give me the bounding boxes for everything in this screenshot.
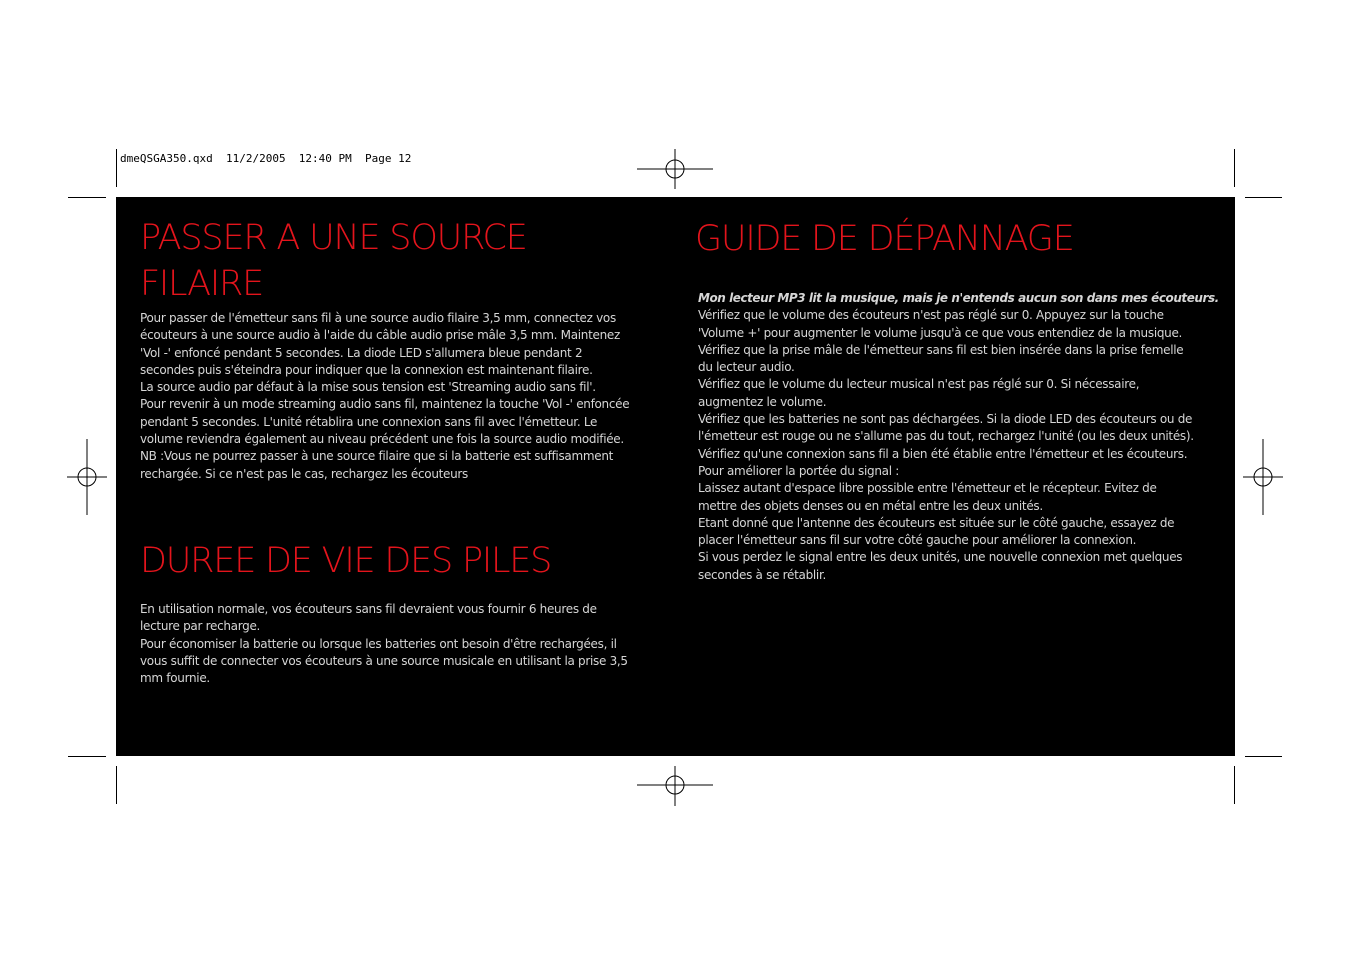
battery-life-body <box>140 601 670 687</box>
registration-mark-right-icon <box>1243 437 1283 517</box>
crop-mark <box>1234 766 1235 804</box>
text-line: 'Volume +' pour augmenter le volume jusqu'à ce que vous entendiez de la musique. <box>698 325 1183 340</box>
wired-source-body <box>140 310 670 483</box>
crop-mark <box>68 756 106 757</box>
left-page-panel <box>116 197 676 756</box>
text-line: Etant donné que l'antenne des écouteurs est située sur le côté gauche, essayez de <box>698 515 1175 530</box>
text-line: lecture par recharge. <box>140 619 261 634</box>
section-title-troubleshooting: GUIDE DE DÉPANNAGE <box>695 219 1074 259</box>
crop-mark <box>116 149 117 187</box>
text-line: Vérifiez qu'une connexion sans fil a bien été établie entre l'émetteur et les écouteurs. <box>698 446 1188 461</box>
right-page-panel <box>676 197 1235 756</box>
text-line: Vérifiez que les batteries ne sont pas déchargées. Si la diode LED des écouteurs ou de <box>698 412 1193 427</box>
troubleshooting-answers <box>698 307 1228 584</box>
crop-mark <box>1234 149 1235 187</box>
text-line: pendant 5 secondes. L'unité rétablira une connexion sans fil avec l'émetteur. Le <box>140 414 598 429</box>
text-line: vous suffit de connecter vos écouteurs à une source musicale en utilisant la prise 3,5 <box>140 653 628 668</box>
text-line: Pour passer de l'émetteur sans fil à une source audio filaire 3,5 mm, connectez vos <box>140 311 616 325</box>
text-line: mm fournie. <box>140 671 210 686</box>
crop-mark <box>68 197 106 198</box>
text-line: volume reviendra également au niveau précédent une fois la source audio modifiée. <box>140 432 624 447</box>
title-line: PASSER A UNE SOURCE <box>140 218 527 258</box>
text-line: Pour améliorer la portée du signal : <box>698 463 900 478</box>
text-line: rechargée. Si ce n'est pas le cas, rechargez les écouteurs <box>140 466 468 481</box>
registration-mark-top-icon <box>635 149 715 189</box>
text-line: Laissez autant d'espace libre possible entre l'émetteur et le récepteur. Evitez de <box>698 481 1157 496</box>
text-line: écouteurs à une source audio à l'aide du câble audio prise mâle 3,5 mm. Maintenez <box>140 328 620 343</box>
text-line: secondes à se rétablir. <box>698 567 827 582</box>
crop-mark <box>1245 197 1282 198</box>
troubleshooting-body <box>698 290 1228 584</box>
text-line: placer l'émetteur sans fil sur votre côté gauche pour améliorer la connexion. <box>698 533 1137 548</box>
title-line: FILAIRE <box>140 264 264 304</box>
text-line: l'émetteur est rouge ou ne s'allume pas du tout, rechargez l'unité (ou les deux unités). <box>698 429 1194 444</box>
text-line: mettre des objets denses ou en métal entre les deux unités. <box>698 498 1043 513</box>
crop-mark <box>116 766 117 804</box>
section-title-battery-life: DUREE DE VIE DES PILES <box>140 541 552 581</box>
troubleshooting-question: Mon lecteur MP3 lit la musique, mais je n'entends aucun son dans mes écouteurs. <box>698 291 1219 305</box>
text-line: augmentez le volume. <box>698 394 827 409</box>
text-line: Vérifiez que le volume du lecteur musical n'est pas réglé sur 0. Si nécessaire, <box>698 377 1140 392</box>
registration-mark-bottom-icon <box>635 766 715 806</box>
text-line: 'Vol -' enfoncé pendant 5 secondes. La diode LED s'allumera bleue pendant 2 <box>140 345 583 360</box>
crop-mark <box>1245 756 1282 757</box>
section-title-wired-source <box>140 215 527 307</box>
text-line: du lecteur audio. <box>698 360 795 375</box>
text-line: Pour revenir à un mode streaming audio sans fil, maintenez la touche 'Vol -' enfoncée <box>140 397 630 412</box>
text-line: Si vous perdez le signal entre les deux unités, une nouvelle connexion met quelques <box>698 550 1183 565</box>
text-line: Vérifiez que la prise mâle de l'émetteur sans fil est bien insérée dans la prise femelle <box>698 342 1184 357</box>
text-line: secondes puis s'éteindra pour indiquer que la connexion est maintenant filaire. <box>140 362 593 377</box>
text-line: En utilisation normale, vos écouteurs sans fil devraient vous fournir 6 heures de <box>140 602 597 616</box>
text-line: Pour économiser la batterie ou lorsque les batteries ont besoin d'être rechargées, il <box>140 636 617 651</box>
registration-mark-left-icon <box>67 437 107 517</box>
print-slug-line: dmeQSGA350.qxd 11/2/2005 12:40 PM Page 12 <box>120 152 412 165</box>
text-line: NB :Vous ne pourrez passer à une source filaire que si la batterie est suffisamment <box>140 449 614 464</box>
text-line: La source audio par défaut à la mise sous tension est 'Streaming audio sans fil'. <box>140 380 596 395</box>
text-line: Vérifiez que le volume des écouteurs n'est pas réglé sur 0. Appuyez sur la touche <box>698 308 1164 323</box>
